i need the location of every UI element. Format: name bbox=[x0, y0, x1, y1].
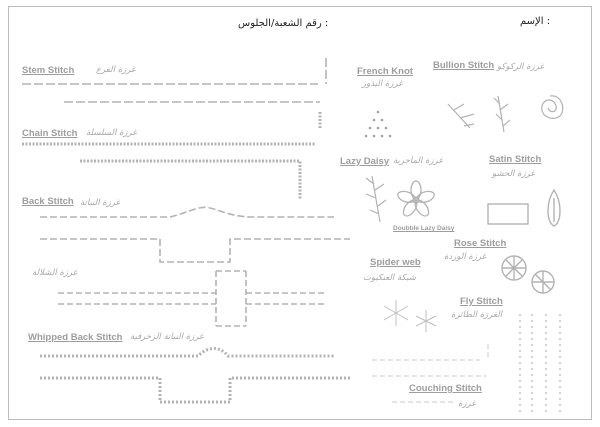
whipped-back-stitch-guide bbox=[40, 349, 350, 403]
whipped-back-stitch-arabic: غرزة النباتة الزخرفية bbox=[130, 332, 204, 342]
bullion-sprig-1 bbox=[448, 104, 474, 128]
lazy-daisy-branch bbox=[366, 176, 386, 222]
lazy-daisy-title: Lazy Daisy bbox=[340, 156, 390, 167]
fly-stitch-dots bbox=[520, 314, 560, 412]
class-number-label: رقم الشعبة/الجلوس : bbox=[238, 18, 329, 29]
lazy-daisy-arabic: غرزة الماجرية bbox=[393, 156, 443, 166]
rose-stitch-arabic: غرزة الوردة bbox=[444, 252, 487, 262]
back-stitch-title: Back Stitch bbox=[22, 196, 74, 207]
back-stitch-arabic: غرزة النباتة bbox=[80, 198, 120, 208]
satin-leaf bbox=[548, 190, 560, 226]
whipped-back-stitch-title: Whipped Back Stitch bbox=[28, 332, 123, 343]
couching-stitch-title: Couching Stitch bbox=[409, 383, 482, 394]
couching-stitch-arabic: غرزة bbox=[458, 399, 476, 409]
spider-web-title: Spider web bbox=[370, 257, 421, 268]
name-label: الإسم : bbox=[520, 16, 551, 27]
lazy-daisy-flower bbox=[396, 181, 435, 218]
back-stitch-guide bbox=[40, 207, 350, 262]
rose-stitch-title: Rose Stitch bbox=[454, 238, 507, 249]
chain-stitch-title: Chain Stitch bbox=[22, 128, 78, 139]
spider-web-stars bbox=[384, 300, 436, 332]
satin-rectangle bbox=[488, 204, 528, 224]
satin-stitch-arabic: غرزة الحشو bbox=[492, 169, 535, 179]
couching-lines bbox=[372, 344, 488, 402]
fly-stitch-arabic: الغرزة الطائرة bbox=[451, 310, 503, 320]
stem-stitch-arabic: غرزة الفرع bbox=[96, 65, 136, 75]
fly-stitch-title: Fly Stitch bbox=[460, 296, 503, 307]
chain-stitch-arabic: غرزة السلسلة bbox=[86, 128, 137, 138]
bullion-rose bbox=[542, 96, 563, 119]
french-knot-title: French Knot bbox=[357, 66, 413, 77]
rose-wheels bbox=[502, 256, 554, 293]
bullion-sprig-2 bbox=[494, 96, 510, 132]
spider-web-arabic: شبكة العنكبوت bbox=[363, 273, 416, 283]
double-lazy-daisy-title: Doubble Lazy Daisy bbox=[393, 225, 455, 232]
french-knot-arabic: غرزة البذور bbox=[362, 79, 403, 89]
stem-stitch-guide bbox=[22, 58, 326, 102]
french-knot-dots bbox=[365, 111, 392, 138]
chain-stitch-guide bbox=[22, 112, 320, 200]
running-stitch-arabic: غرزة الشلالة bbox=[32, 268, 78, 278]
satin-stitch-title: Satin Stitch bbox=[489, 154, 542, 165]
running-stitch-guide bbox=[58, 271, 326, 326]
bullion-stitch-title: Bullion Stitch bbox=[433, 60, 495, 71]
stem-stitch-title: Stem Stitch bbox=[22, 65, 75, 76]
bullion-stitch-arabic: غرزة الركوكو bbox=[497, 62, 544, 72]
